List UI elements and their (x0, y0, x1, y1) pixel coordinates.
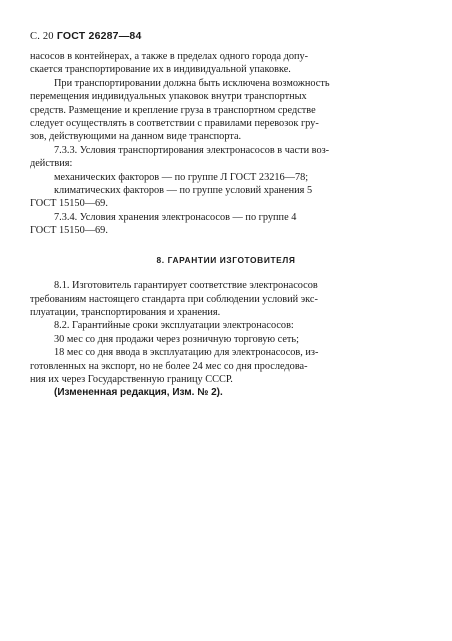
text-line: 8.2. Гарантийные сроки эксплуатации электронасосов: (54, 320, 294, 332)
paragraph-transport-continuation (30, 50, 422, 77)
paragraph-7-3-4 (30, 211, 422, 238)
standard-id: ГОСТ 26287—84 (56, 30, 142, 42)
text-line: 30 мес со дня продажи через розничную торговую сеть; (54, 333, 299, 345)
text-line: средств. Размещение и крепление груза в транспортном средстве (30, 104, 316, 116)
paragraph-transport-rules (30, 77, 422, 144)
text-line: механических факторов — по группе Л ГОСТ 23216—78; (54, 171, 309, 183)
text-line: перемещения индивидуальных упаковок внутри транспортных (30, 91, 307, 103)
text-line: ГОСТ 15150—69. (30, 225, 108, 237)
paragraph-7-3-3 (30, 144, 422, 211)
text-line: 18 мес со дня ввода в эксплуатацию для электронасосов, из- (54, 347, 319, 359)
section-heading: 8. ГАРАНТИИ ИЗГОТОВИТЕЛЯ (156, 254, 296, 265)
text-line: зов, действующими на данном виде транспорта. (30, 131, 242, 143)
text-line: плуатации, транспортирования и хранения. (30, 306, 221, 318)
text-line: следует осуществлять в соответствии с правилами перевозок гру- (30, 118, 319, 130)
text-line: ния их через Государственную границу СССР. (30, 373, 233, 385)
text-line: климатических факторов — по группе условий хранения 5 (54, 185, 313, 197)
document-body (30, 50, 422, 400)
page-number: С. 20 (30, 31, 54, 42)
text-line: 7.3.3. Условия транспортирования электронасосов в части воз- (54, 144, 330, 156)
text-line: готовленных на экспорт, но не более 24 мес со дня проследова- (30, 360, 308, 372)
text-line: При транспортировании должна быть исключена возможность (54, 77, 330, 89)
text-line: насосов в контейнерах, а также в пределах одного города допу- (30, 51, 309, 62)
page-header (30, 30, 142, 42)
paragraph-8-1 (30, 279, 422, 319)
text-line: 8.1. Изготовитель гарантирует соответствие электронасосов (54, 280, 318, 292)
text-line: требованиям настоящего стандарта при соблюдении условий экс- (30, 293, 318, 305)
paragraph-8-2 (30, 319, 422, 399)
amendment-note: (Измененная редакция, Изм. № 2). (54, 387, 223, 399)
text-line: ГОСТ 15150—69. (30, 198, 108, 210)
text-line: скается транспортирование их в индивидуальной упаковке. (30, 64, 291, 76)
text-line: 7.3.4. Условия хранения электронасосов — по группе 4 (54, 211, 297, 223)
text-line: действия: (30, 158, 73, 170)
